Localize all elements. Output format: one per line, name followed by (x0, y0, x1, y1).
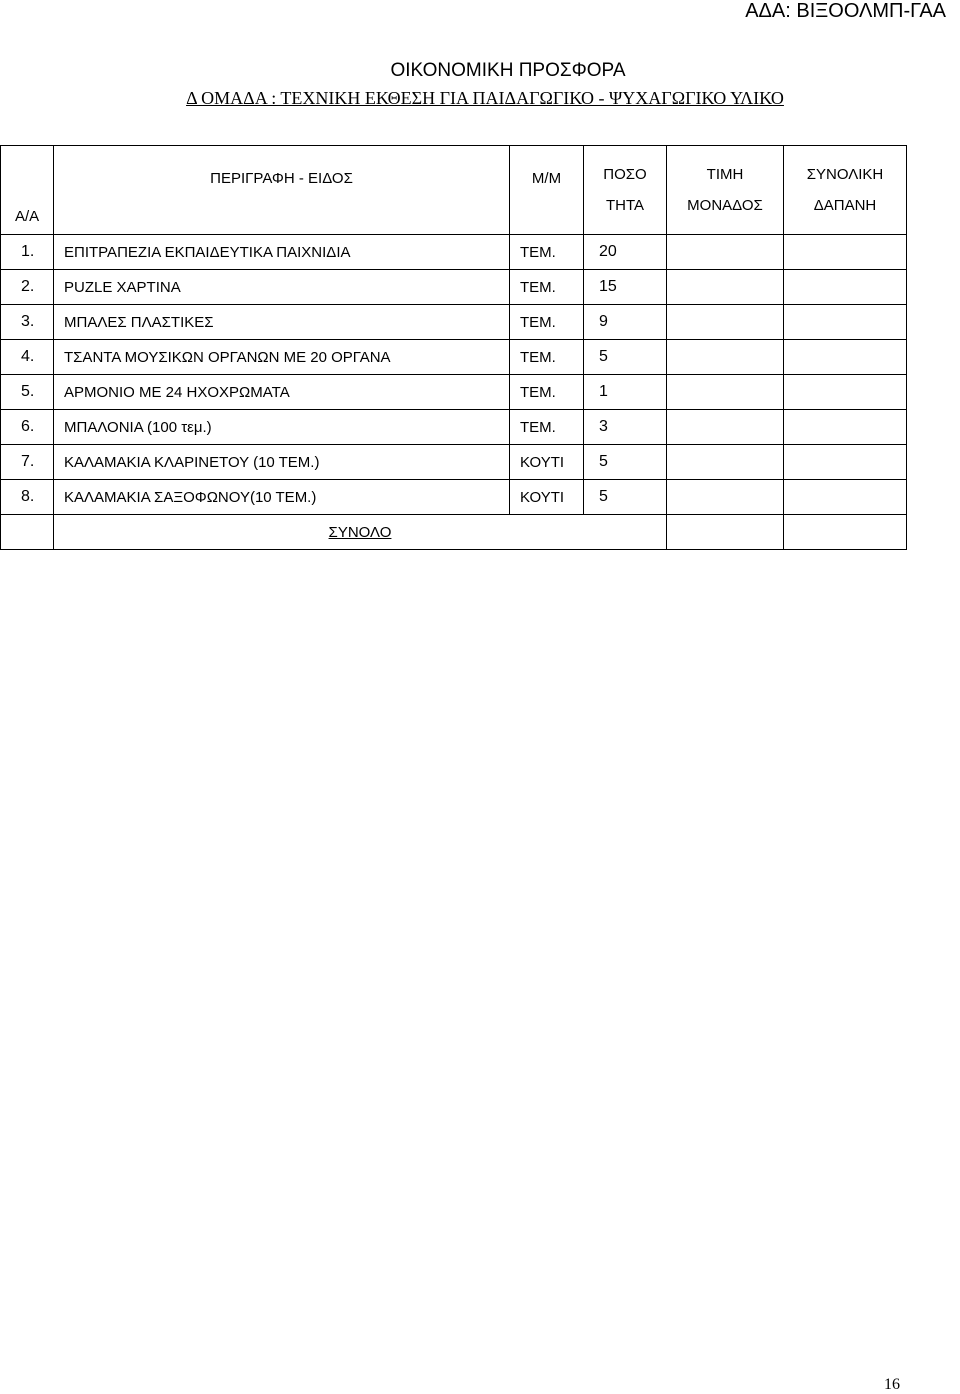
row-unit: ΚΟΥΤΙ (510, 480, 584, 515)
header-total (784, 146, 907, 235)
row-unit: ΤΕΜ. (510, 270, 584, 305)
row-quantity: 5 (584, 480, 667, 515)
header-quantity-line1: ΠΟΣΟ (603, 166, 647, 183)
header-total-line2: ΔΑΠΑΝΗ (813, 197, 877, 214)
row-description: ΜΠΑΛΕΣ ΠΛΑΣΤΙΚΕΣ (54, 305, 510, 340)
row-description: ΜΠΑΛΟΝΙΑ (100 τεμ.) (54, 410, 510, 445)
row-aa: 4. (1, 340, 54, 375)
row-unit: ΤΕΜ. (510, 410, 584, 445)
header-total-line1: ΣΥΝΟΛΙΚΗ (806, 166, 884, 183)
page-number: 16 (884, 1376, 900, 1393)
header-unit-price-line1: ΤΙΜΗ (706, 166, 744, 183)
row-unit: ΤΕΜ. (510, 235, 584, 270)
row-unit-price[interactable] (667, 410, 784, 445)
row-unit-price[interactable] (667, 445, 784, 480)
row-quantity: 3 (584, 410, 667, 445)
table-row (1, 410, 907, 445)
total-unit-price (667, 515, 784, 550)
document-title: ΟΙΚΟΝΟΜΙΚΗ ΠΡΟΣΦΟΡΑ (390, 60, 626, 81)
header-aa: Α/Α (1, 146, 54, 235)
row-aa: 8. (1, 480, 54, 515)
table-row (1, 270, 907, 305)
row-description: PUZLE ΧΑΡΤΙΝΑ (54, 270, 510, 305)
row-aa: 6. (1, 410, 54, 445)
header-description: ΠΕΡΙΓΡΑΦΗ - ΕΙΔΟΣ (54, 146, 510, 235)
row-aa: 5. (1, 375, 54, 410)
row-unit-price[interactable] (667, 480, 784, 515)
row-aa: 2. (1, 270, 54, 305)
table-row (1, 445, 907, 480)
row-unit: ΚΟΥΤΙ (510, 445, 584, 480)
header-unit-price (667, 146, 784, 235)
header-unit-price-line2: ΜΟΝΑΔΟΣ (687, 197, 763, 214)
row-total[interactable] (784, 270, 907, 305)
row-unit-price[interactable] (667, 235, 784, 270)
offer-table (0, 145, 907, 550)
row-total[interactable] (784, 410, 907, 445)
row-quantity: 5 (584, 340, 667, 375)
total-row (1, 515, 907, 550)
total-amount[interactable] (784, 515, 907, 550)
table-row (1, 480, 907, 515)
row-description: ΑΡΜΟΝΙΟ ΜΕ 24 ΗΧΟΧΡΩΜΑΤΑ (54, 375, 510, 410)
row-unit: ΤΕΜ. (510, 340, 584, 375)
row-aa: 7. (1, 445, 54, 480)
table-header-row (1, 146, 907, 235)
document-subtitle: Δ ΟΜΑΔΑ : ΤΕΧΝΙΚΗ ΕΚΘΕΣΗ ΓΙΑ ΠΑΙΔΑΓΩΓΙΚΟ - ΨΥΧΑΓΩΓΙΚΟ ΥΛΙΚΟ (186, 88, 784, 108)
header-quantity (584, 146, 667, 235)
row-total[interactable] (784, 480, 907, 515)
row-quantity: 15 (584, 270, 667, 305)
row-unit-price[interactable] (667, 375, 784, 410)
row-quantity: 1 (584, 375, 667, 410)
row-total[interactable] (784, 235, 907, 270)
row-aa: 1. (1, 235, 54, 270)
table-row (1, 340, 907, 375)
row-unit: ΤΕΜ. (510, 375, 584, 410)
row-description: ΕΠΙΤΡΑΠΕΖΙΑ ΕΚΠΑΙΔΕΥΤΙΚΑ ΠΑΙΧΝΙΔΙΑ (54, 235, 510, 270)
row-unit-price[interactable] (667, 305, 784, 340)
row-description: ΚΑΛΑΜΑΚΙΑ ΚΛΑΡΙΝΕΤΟΥ (10 ΤΕΜ.) (54, 445, 510, 480)
row-total[interactable] (784, 445, 907, 480)
ada-code: ΑΔΑ: ΒΙΞΟΟΛΜΠ-ΓΑΑ (745, 0, 946, 22)
row-total[interactable] (784, 375, 907, 410)
row-quantity: 20 (584, 235, 667, 270)
row-total[interactable] (784, 305, 907, 340)
table-row (1, 375, 907, 410)
header-quantity-line2: ΤΗΤΑ (605, 197, 645, 214)
row-quantity: 5 (584, 445, 667, 480)
row-unit: ΤΕΜ. (510, 305, 584, 340)
table-row (1, 305, 907, 340)
header-unit: Μ/Μ (510, 146, 584, 235)
row-quantity: 9 (584, 305, 667, 340)
row-description: ΤΣΑΝΤΑ ΜΟΥΣΙΚΩΝ ΟΡΓΑΝΩΝ ΜΕ 20 ΟΡΓΑΝΑ (54, 340, 510, 375)
total-label: ΣΥΝΟΛΟ (54, 515, 667, 550)
row-description: ΚΑΛΑΜΑΚΙΑ ΣΑΞΟΦΩΝΟΥ(10 ΤΕΜ.) (54, 480, 510, 515)
total-row-aa (1, 515, 54, 550)
row-unit-price[interactable] (667, 270, 784, 305)
row-unit-price[interactable] (667, 340, 784, 375)
row-total[interactable] (784, 340, 907, 375)
table-row (1, 235, 907, 270)
row-aa: 3. (1, 305, 54, 340)
